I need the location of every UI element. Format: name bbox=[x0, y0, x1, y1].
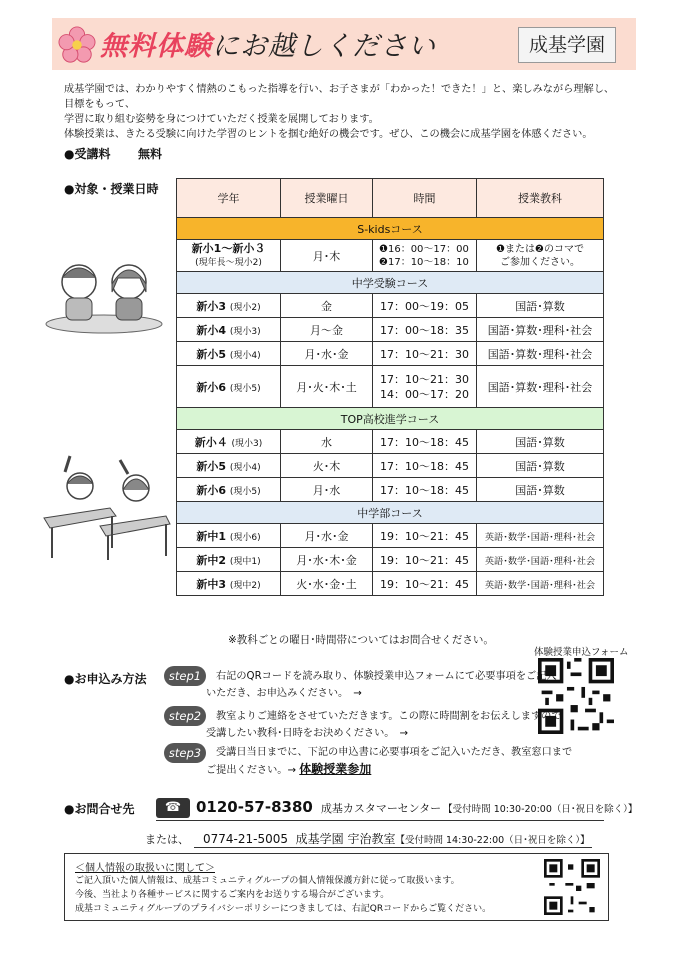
time-slot: 14：00～17：20 bbox=[380, 387, 469, 401]
grade-name: 新小4 bbox=[196, 323, 227, 337]
step3-badge: step3 bbox=[164, 743, 206, 763]
step-line: 教室よりご連絡をさせていただきます。この際に時間割をお伝えしますので bbox=[216, 711, 562, 722]
step-line: ご提出ください。→ bbox=[206, 765, 297, 776]
main-phone-number[interactable]: 0120-57-8380 bbox=[196, 798, 313, 816]
alt-hours: 【受付時間 14:30-22:00（日･祝日を除く）】 bbox=[395, 835, 590, 846]
time-cell: 17：10～18：45 bbox=[373, 478, 477, 502]
grade-current: (現小5) bbox=[229, 383, 261, 394]
subject-cell: 国語･算数･理科･社会 bbox=[477, 366, 604, 408]
table-row bbox=[177, 240, 604, 272]
privacy-line: 今後、当社より各種サービスに関するご案内をお送りする場合がございます。 bbox=[75, 890, 390, 900]
grade-cell bbox=[177, 318, 281, 342]
kids-studying-illustration bbox=[44, 258, 164, 334]
intro-line: 体験授業は、きたる受験に向けた学習のヒントを掴む絶好の機会です。ぜひ、この機会に成基学園を体感ください。 bbox=[64, 129, 593, 140]
privacy-text bbox=[75, 874, 491, 916]
grade-cell bbox=[177, 342, 281, 366]
grade-name: 新中2 bbox=[196, 553, 227, 567]
days-cell: 月･水･金 bbox=[281, 524, 373, 548]
table-row bbox=[177, 478, 604, 502]
table-row bbox=[177, 524, 604, 548]
time-cell bbox=[373, 366, 477, 408]
time-cell: 19：10～21：45 bbox=[373, 548, 477, 572]
course-row-chugakubu bbox=[177, 502, 604, 524]
days-cell: 月･木 bbox=[281, 240, 373, 272]
grade-current: (現小3) bbox=[231, 438, 263, 449]
days-cell: 月･水 bbox=[281, 478, 373, 502]
grade-name: 新小6 bbox=[196, 380, 227, 394]
grade-cell bbox=[177, 478, 281, 502]
title-please-come: にお越しください bbox=[212, 31, 436, 62]
grade-current: (現小3) bbox=[229, 326, 261, 337]
course-name: TOP高校進学コース bbox=[177, 408, 604, 430]
main-hours: 【受付時間 10:30-20:00（日･祝日を除く）】 bbox=[443, 804, 638, 815]
subject-cell: 英語･数学･国語･理科･社会 bbox=[477, 524, 604, 548]
course-row-skids bbox=[177, 218, 604, 240]
grade-name: 新小5 bbox=[196, 459, 227, 473]
grade-current: (現小6) bbox=[229, 532, 261, 543]
table-row bbox=[177, 572, 604, 596]
table-row bbox=[177, 318, 604, 342]
header-subject: 授業教科 bbox=[477, 179, 604, 218]
apply-label: ●お申込み方法 bbox=[64, 672, 147, 686]
privacy-line: ご記入頂いた個人情報は、成基コミュニティグループの個人情報保護方針に従って取扱います。 bbox=[75, 876, 460, 886]
divider bbox=[156, 820, 604, 821]
table-row bbox=[177, 366, 604, 408]
or-text: または、 bbox=[145, 833, 189, 846]
days-cell: 月･水･木･金 bbox=[281, 548, 373, 572]
header-banner bbox=[52, 18, 636, 70]
step1-text bbox=[206, 668, 557, 702]
time-cell: 17：00～18：35 bbox=[373, 318, 477, 342]
days-cell: 月･火･木･土 bbox=[281, 366, 373, 408]
privacy-heading: ＜個人情報の取扱いに関して＞ bbox=[75, 863, 215, 874]
days-cell: 月～金 bbox=[281, 318, 373, 342]
course-name: S-kidsコース bbox=[177, 218, 604, 240]
subject-note: ご参加ください。 bbox=[500, 256, 580, 268]
course-row-top bbox=[177, 408, 604, 430]
alt-phone-number[interactable]: 0774-21-5005 bbox=[203, 832, 289, 846]
grade-current: (現中1) bbox=[229, 556, 261, 567]
step1-badge: step1 bbox=[164, 666, 206, 686]
intro-line: 成基学園では、わかりやすく情熱のこもった指導を行い、お子さまが「わかった！できた！」と、楽しみながら理解し、目標をもって、 bbox=[64, 84, 615, 110]
grade-cell bbox=[177, 294, 281, 318]
subject-cell bbox=[477, 240, 604, 272]
table-header-row bbox=[177, 179, 604, 218]
header-grade: 学年 bbox=[177, 179, 281, 218]
privacy-line: 成基コミュニティグループのプライバシーポリシーにつきましては、右記QRコードからご覧ください。 bbox=[75, 904, 492, 914]
time-slot: 17：10～21：30 bbox=[380, 372, 469, 386]
grade-name: 新小5 bbox=[196, 347, 227, 361]
grade-current: (現小4) bbox=[229, 350, 261, 361]
days-cell: 火･木 bbox=[281, 454, 373, 478]
grade-name: 新小1～新小３ bbox=[191, 241, 266, 255]
grade-current: (現小5) bbox=[229, 486, 261, 497]
grade-current: (現小4) bbox=[229, 462, 261, 473]
page-title bbox=[100, 24, 436, 63]
contact-label: ●お問合せ先 bbox=[64, 802, 135, 816]
divider bbox=[194, 847, 592, 848]
time-slot: ❷17：10～18：10 bbox=[379, 256, 469, 268]
intro-line: 学習に取り組む姿勢を身につけていただく授業を展開しております。 bbox=[64, 114, 379, 125]
qr-form-label: 体験授業申込フォーム bbox=[534, 647, 629, 658]
grade-name: 新中1 bbox=[196, 529, 227, 543]
fee-label: ●受講料 bbox=[64, 147, 111, 161]
step-line: 受講したい教科･日時をお決めください。 → bbox=[206, 728, 409, 739]
alt-desk: 成基学園 宇治教室 bbox=[295, 832, 396, 846]
subject-cell: 国語･算数･理科･社会 bbox=[477, 342, 604, 366]
grade-cell bbox=[177, 548, 281, 572]
grade-name: 新小3 bbox=[196, 299, 227, 313]
subject-note: ❶または❷のコマで bbox=[496, 243, 584, 255]
table-row bbox=[177, 454, 604, 478]
subject-cell: 国語･算数 bbox=[477, 454, 604, 478]
days-cell: 月･水･金 bbox=[281, 342, 373, 366]
fee-value: 無料 bbox=[138, 147, 163, 161]
privacy-qr-code-icon[interactable] bbox=[544, 859, 600, 915]
step-line: 右記のQRコードを読み取り、体験授業申込フォームにて必要事項をご記入 bbox=[216, 671, 557, 682]
days-cell: 火･水･金･土 bbox=[281, 572, 373, 596]
grade-name: 新小４ bbox=[194, 435, 228, 449]
grade-current: (現中2) bbox=[229, 580, 261, 591]
time-cell bbox=[373, 240, 477, 272]
time-cell: 17：10～21：30 bbox=[373, 342, 477, 366]
flower-icon bbox=[58, 26, 96, 64]
subject-cell: 国語･算数 bbox=[477, 478, 604, 502]
days-cell: 水 bbox=[281, 430, 373, 454]
time-cell: 17：10～18：45 bbox=[373, 454, 477, 478]
course-name: 中学受験コース bbox=[177, 272, 604, 294]
schedule-label: ●対象・授業日時 bbox=[64, 182, 159, 196]
time-slot: ❶16：00～17：00 bbox=[379, 243, 469, 255]
grade-cell bbox=[177, 524, 281, 548]
intro-text bbox=[64, 82, 624, 142]
subject-cell: 英語･数学･国語･理科･社会 bbox=[477, 548, 604, 572]
school-name-tag: 成基学園 bbox=[518, 27, 616, 63]
grade-cell bbox=[177, 430, 281, 454]
time-cell: 19：10～21：45 bbox=[373, 524, 477, 548]
freedial-phone-icon: ☎ bbox=[156, 798, 190, 818]
grade-cell bbox=[177, 366, 281, 408]
subject-cell: 国語･算数 bbox=[477, 430, 604, 454]
grade-cell bbox=[177, 454, 281, 478]
main-desk: 成基カスタマーセンター bbox=[320, 802, 442, 815]
grade-current: (現小2) bbox=[229, 302, 261, 313]
main-contact bbox=[196, 798, 637, 816]
grade-current: (現年長～現小2) bbox=[195, 257, 262, 268]
alt-contact bbox=[145, 830, 590, 847]
subject-cell: 国語･算数 bbox=[477, 294, 604, 318]
table-row bbox=[177, 294, 604, 318]
step3-text bbox=[206, 744, 573, 779]
course-row-chugaku-juken bbox=[177, 272, 604, 294]
time-cell: 17：10～18：45 bbox=[373, 430, 477, 454]
table-row bbox=[177, 342, 604, 366]
step-line: 受講日当日までに、下記の申込書に必要事項をご記入いただき、教室窓口まで bbox=[216, 747, 573, 758]
kids-raising-hands-illustration bbox=[40, 452, 172, 562]
course-name: 中学部コース bbox=[177, 502, 604, 524]
step2-badge: step2 bbox=[164, 706, 206, 726]
grade-cell bbox=[177, 572, 281, 596]
grade-cell bbox=[177, 240, 281, 272]
grade-name: 新中3 bbox=[196, 577, 227, 591]
trial-participation: 体験授業参加 bbox=[299, 762, 372, 776]
subject-cell: 国語･算数･理科･社会 bbox=[477, 318, 604, 342]
step2-text bbox=[206, 708, 562, 742]
time-cell: 19：10～21：45 bbox=[373, 572, 477, 596]
header-days: 授業曜日 bbox=[281, 179, 373, 218]
step-line: いただき、お申込みください。 → bbox=[206, 688, 362, 699]
privacy-box bbox=[64, 853, 609, 921]
header-time: 時間 bbox=[373, 179, 477, 218]
days-cell: 金 bbox=[281, 294, 373, 318]
table-row bbox=[177, 430, 604, 454]
grade-name: 新小6 bbox=[196, 483, 227, 497]
time-cell: 17：00～19：05 bbox=[373, 294, 477, 318]
subject-cell: 英語･数学･国語･理科･社会 bbox=[477, 572, 604, 596]
schedule-table bbox=[176, 178, 604, 596]
title-free-trial: 無料体験 bbox=[100, 31, 212, 62]
table-row bbox=[177, 548, 604, 572]
schedule-note: ※教科ごとの曜日･時間帯についてはお問合せください。 bbox=[228, 634, 494, 646]
